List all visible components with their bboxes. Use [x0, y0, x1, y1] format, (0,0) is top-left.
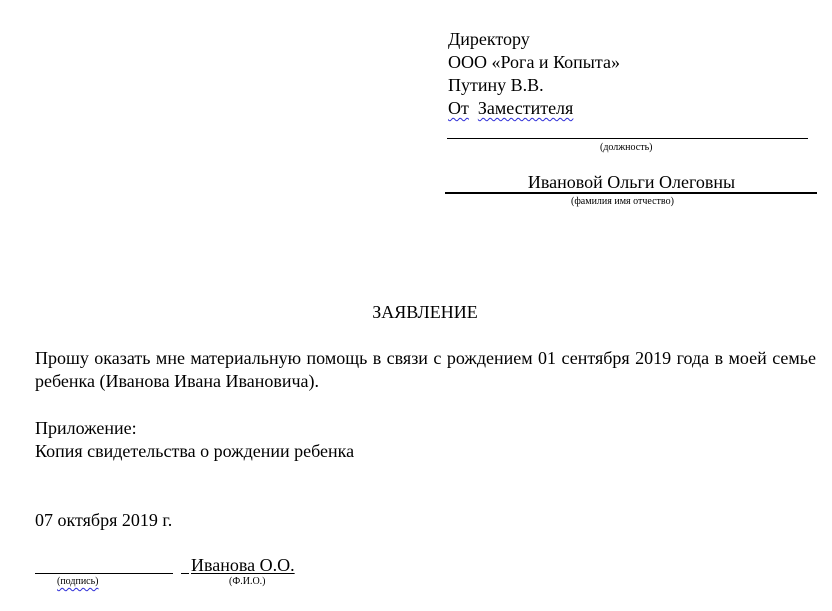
fio-lead-line	[181, 573, 189, 574]
body-paragraph: Прошу оказать мне материальную помощь в связи с рождением 01 сентября 2019 года в моей семье ребенка (Иванова Ивана Ивановича).	[35, 348, 816, 391]
document-title: ЗАЯВЛЕНИЕ	[372, 302, 478, 322]
date-line: 07 октября 2019 г.	[35, 510, 173, 530]
fio-name: Иванова О.О.	[191, 555, 295, 575]
applicant-name: Ивановой Ольги Олеговны	[527, 172, 736, 192]
signature-line	[35, 573, 173, 574]
position-caption: (должность)	[600, 142, 653, 153]
applicant-underline	[445, 192, 817, 194]
position-underline	[447, 138, 808, 139]
from-prefix: От	[448, 98, 469, 118]
from-position: Заместителя	[477, 98, 574, 118]
addressee-line-director: Директору	[448, 29, 530, 49]
attachment-heading: Приложение:	[35, 418, 137, 438]
addressee-from-line	[448, 97, 573, 119]
applicant-caption: (фамилия имя отчество)	[571, 196, 674, 207]
fio-caption: (Ф.И.О.)	[229, 576, 266, 587]
signature-caption: (подпись)	[57, 576, 99, 587]
attachment-item: Копия свидетельства о рождении ребенка	[35, 441, 355, 461]
addressee-line-company: ООО «Рога и Копыта»	[448, 52, 620, 72]
addressee-line-name: Путину В.В.	[448, 75, 544, 95]
